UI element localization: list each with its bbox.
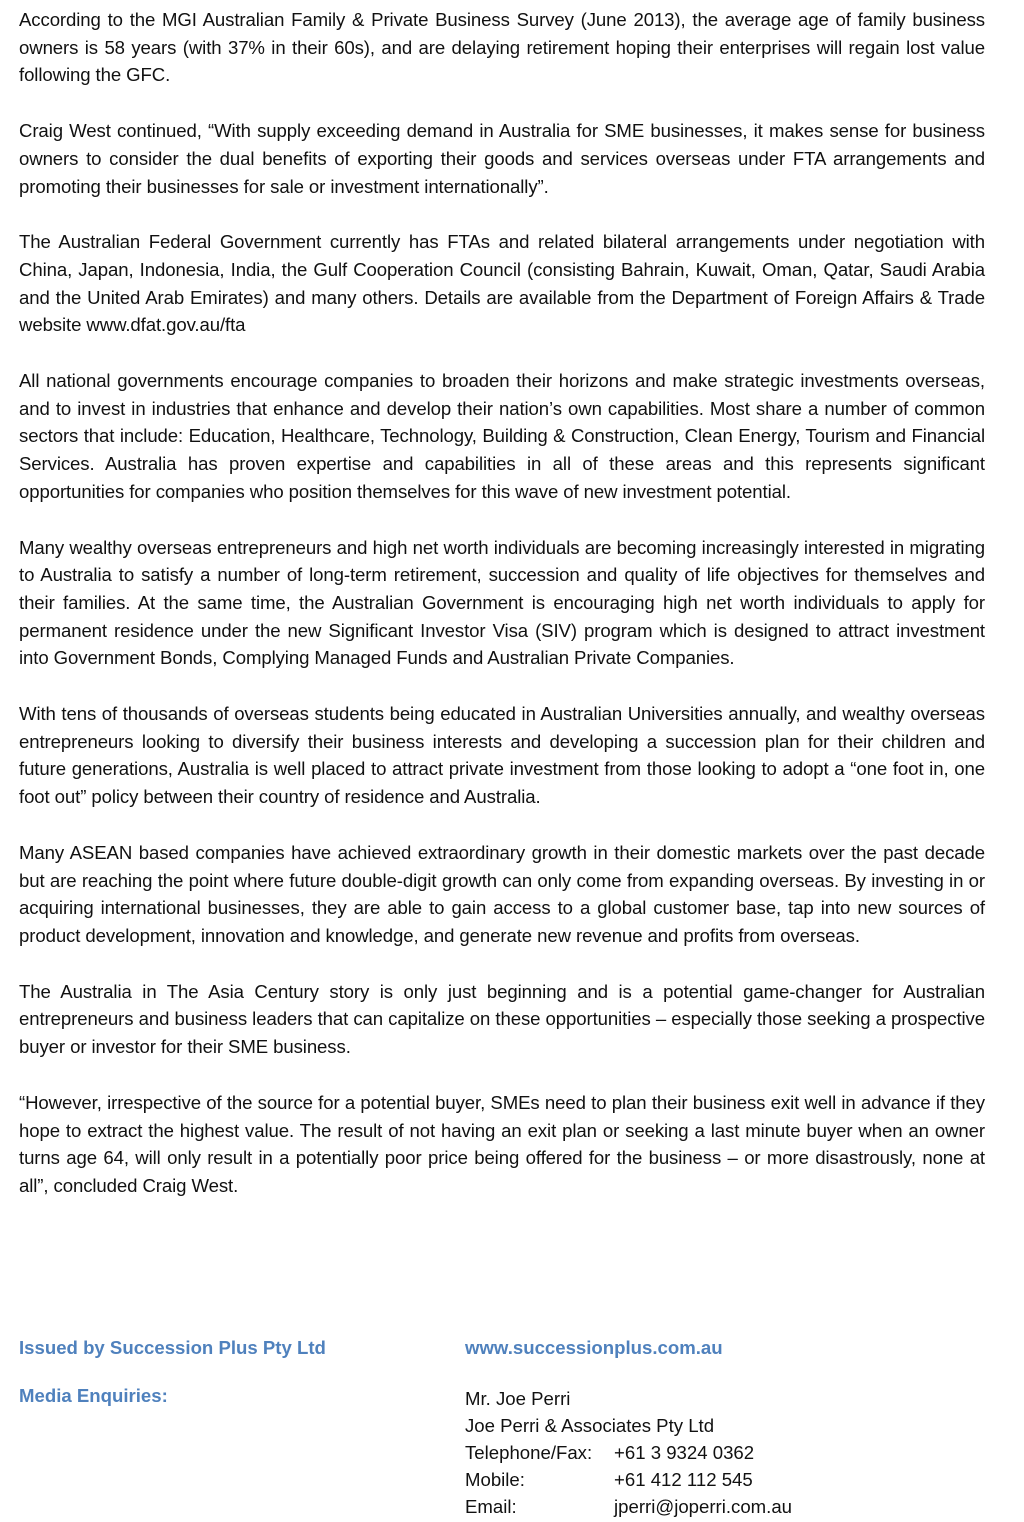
issued-by-label: Issued by Succession Plus Pty Ltd — [19, 1337, 326, 1358]
paragraph-asia-century: The Australia in The Asia Century story is only just beginning and is a potential game-changer for Australian entrepreneurs and business leaders that can capitalize on these opportunities – especially those seeking a prospective buyer or investor for their SME business. — [19, 980, 985, 1058]
media-enquiries-label: Media Enquiries: — [19, 1385, 168, 1406]
telephone-value: +61 3 9324 0362 — [614, 1442, 755, 1463]
website-link[interactable]: www.successionplus.com.au — [465, 1337, 723, 1358]
contact-name: Mr. Joe Perri — [465, 1388, 571, 1409]
email-value[interactable]: jperri@joperri.com.au — [614, 1496, 793, 1517]
mobile-row — [465, 1466, 792, 1493]
paragraph-craig-west-quote: Craig West continued, “With supply exceeding demand in Australia for SME businesses, it makes sense for business owners to consider the dual benefits of exporting their goods and services overseas under FTA arrangements and promoting their businesses for sale or investment internationally”. — [19, 120, 985, 197]
telephone-row — [465, 1439, 792, 1466]
mobile-label: Mobile: — [465, 1469, 525, 1490]
paragraph-conclusion-quote: “However, irrespective of the source for a potential buyer, SMEs need to plan their business exit well in advance if they hope to extract the highest value. The result of not having an exit plan or seeking a last minute buyer when an owner turns age 64, will only result in a potentially poor price being offered for the business – or more disastrously, none at all”, concluded Craig West. — [19, 1091, 985, 1196]
paragraph-asean-companies: Many ASEAN based companies have achieved extraordinary growth in their domestic markets over the past decade but are reaching the point where future double-digit growth can only come from expanding overseas. By investing in or acquiring international businesses, they are able to gain access to a global customer base, tap into new sources of product development, innovation and knowledge, and generate new revenue and profits from overseas. — [19, 841, 985, 946]
email-row — [465, 1493, 792, 1520]
paragraph-national-governments: All national governments encourage companies to broaden their horizons and make strategic investments overseas, and to invest in industries that enhance and develop their nation’s own capabilities. Most share a number of common sectors that include: Education, Healthcare, Technology, Building & Construction, Clean Energy, Tourism and Financial Services. Australia has proven expertise and capabilities in all of these areas and this represents significant opportunities for companies who position themselves for this wave of new investment potential. — [19, 370, 985, 502]
paragraph-overseas-students: With tens of thousands of overseas students being educated in Australian Universities annually, and wealthy overseas entrepreneurs looking to diversify their business interests and developing a succession plan for their children and future generations, Australia is well placed to attract private investment from those looking to adopt a “one foot in, one foot out” policy between their country of residence and Australia. — [19, 703, 985, 808]
telephone-label: Telephone/Fax: — [465, 1442, 593, 1463]
mobile-value: +61 412 112 545 — [614, 1469, 753, 1490]
email-label: Email: — [465, 1496, 517, 1517]
contact-block — [465, 1385, 792, 1520]
contact-company: Joe Perri & Associates Pty Ltd — [465, 1415, 715, 1436]
document-body — [19, 6, 985, 1228]
paragraph-survey: According to the MGI Australian Family & Private Business Survey (June 2013), the average age of family business owners is 58 years (with 37% in their 60s), and are delaying retirement hoping their enterprises will regain lost value following the GFC. — [19, 9, 985, 86]
paragraph-fta-negotiations: The Australian Federal Government currently has FTAs and related bilateral arrangements under negotiation with China, Japan, Indonesia, India, the Gulf Cooperation Council (consisting Bahrain, Kuwait, Oman, Qatar, Saudi Arabia and the United Arab Emirates) and many others. Details are available from the Department of Foreign Affairs & Trade website www.dfat.gov.au/fta — [19, 231, 985, 336]
paragraph-wealthy-entrepreneurs: Many wealthy overseas entrepreneurs and high net worth individuals are becoming increasingly interested in migrating to Australia to satisfy a number of long-term retirement, succession and quality of life objectives for themselves and their families. At the same time, the Australian Government is encouraging high net worth individuals to apply for permanent residence under the new Significant Investor Visa (SIV) program which is designed to attract investment into Government Bonds, Complying Managed Funds and Australian Private Companies. — [19, 536, 985, 669]
